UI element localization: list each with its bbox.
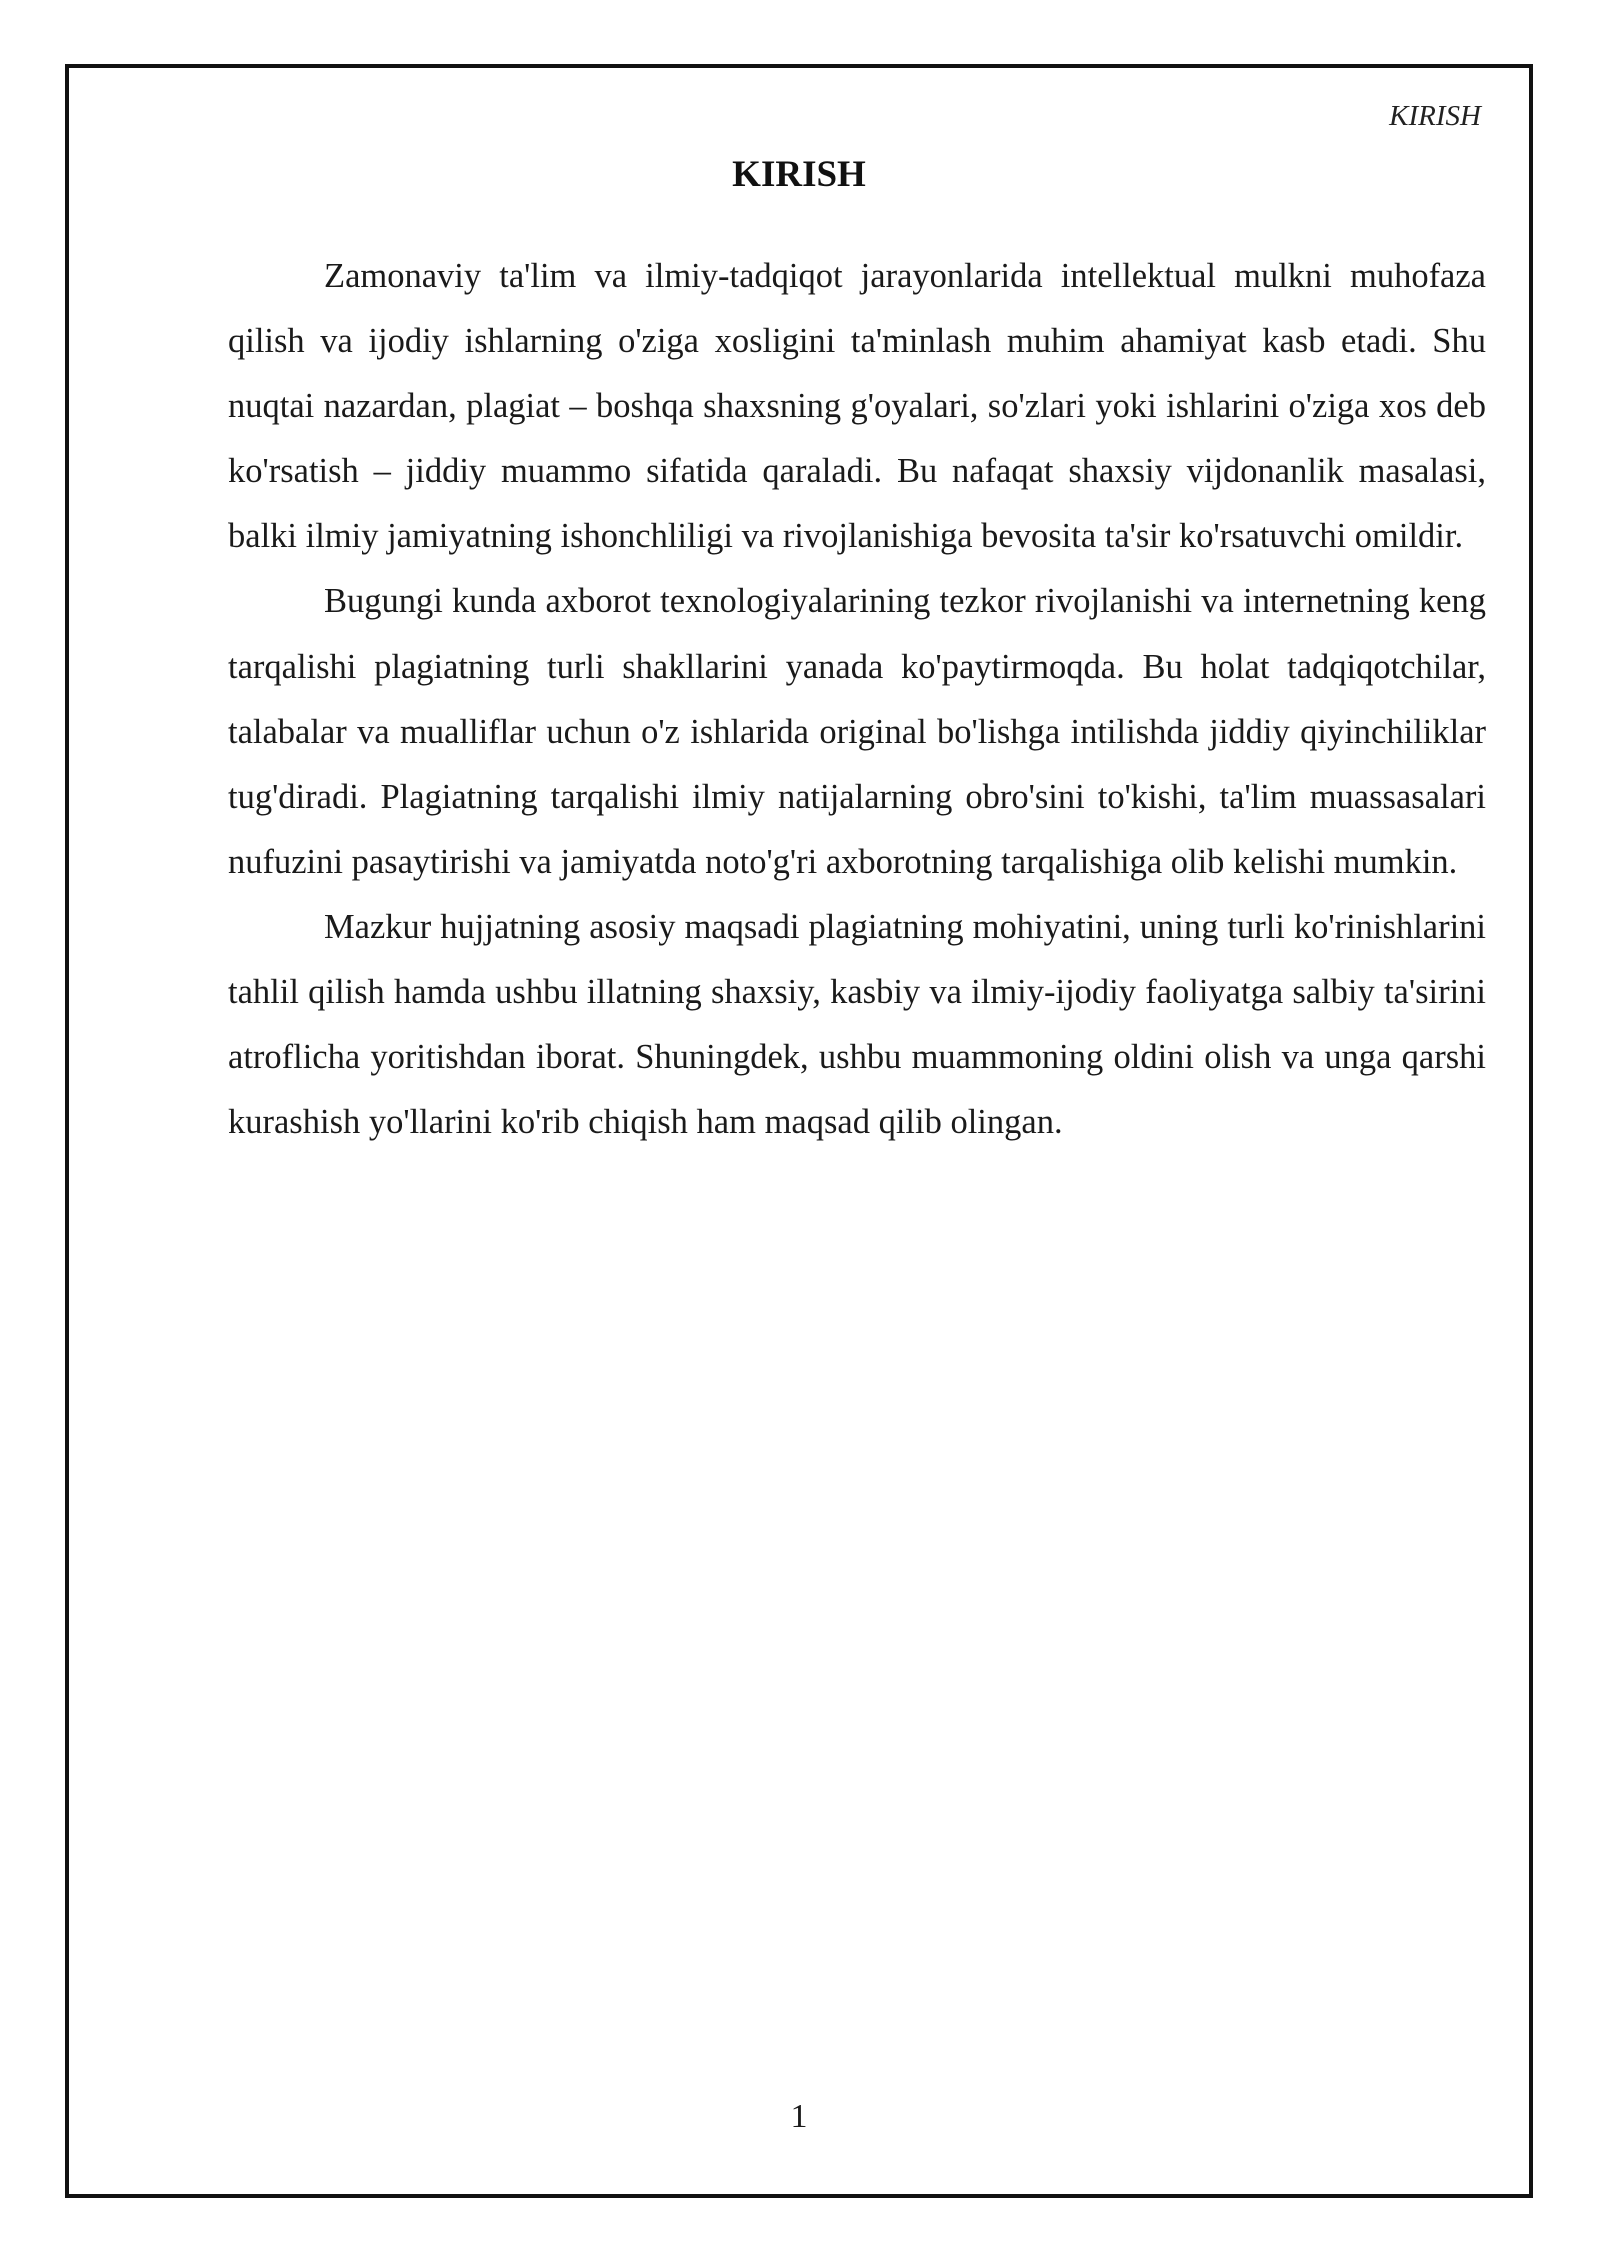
running-header: KIRISH: [1389, 100, 1481, 132]
paragraph-3: Mazkur hujjatning asosiy maqsadi plagiatning mohiyatini, uning turli ko'rinishlarini tahlil qilish hamda ushbu illatning shaxsiy, kasbiy va ilmiy-ijodiy faoliyatga salbiy ta'sirini atroflicha yoritishdan iborat. Shuningdek, ushbu muammoning oldini olish va unga qarshi kurashish yo'llarini ko'rib chiqish ham maqsad qilib olingan.: [228, 907, 1486, 1142]
page-number: 1: [790, 2098, 808, 2135]
body-text: [228, 244, 1486, 1155]
page-frame: [65, 64, 1533, 2198]
page-title: KIRISH: [732, 154, 866, 195]
paragraph-1: Zamonaviy ta'lim va ilmiy-tadqiqot jarayonlarida intellektual mulkni muhofaza qilish va ijodiy ishlarning o'ziga xosligini ta'minlash muhim ahamiyat kasb etadi. Shu nuqtai nazardan, plagiat – boshqa shaxsning g'oyalari, so'zlari yoki ishlarini o'ziga xos deb ko'rsatish – jiddiy muammo sifatida qaraladi. Bu nafaqat shaxsiy vijdonanlik masalasi, balki ilmiy jamiyatning ishonchliligi va rivojlanishiga bevosita ta'sir ko'rsatuvchi omildir.: [228, 257, 1486, 556]
paragraph-2: Bugungi kunda axborot texnologiyalarining tezkor rivojlanishi va internetning keng tarqalishi plagiatning turli shakllarini yanada ko'paytirmoqda. Bu holat tadqiqotchilar, talabalar va mualliflar uchun o'z ishlarida original bo'lishga intilishda jiddiy qiyinchiliklar tug'diradi. Plagiatning tarqalishi ilmiy natijalarning obro'sini to'kishi, ta'lim muassasalari nufuzini pasaytirishi va jamiyatda noto'g'ri axborotning tarqalishiga olib kelishi mumkin.: [228, 582, 1486, 881]
